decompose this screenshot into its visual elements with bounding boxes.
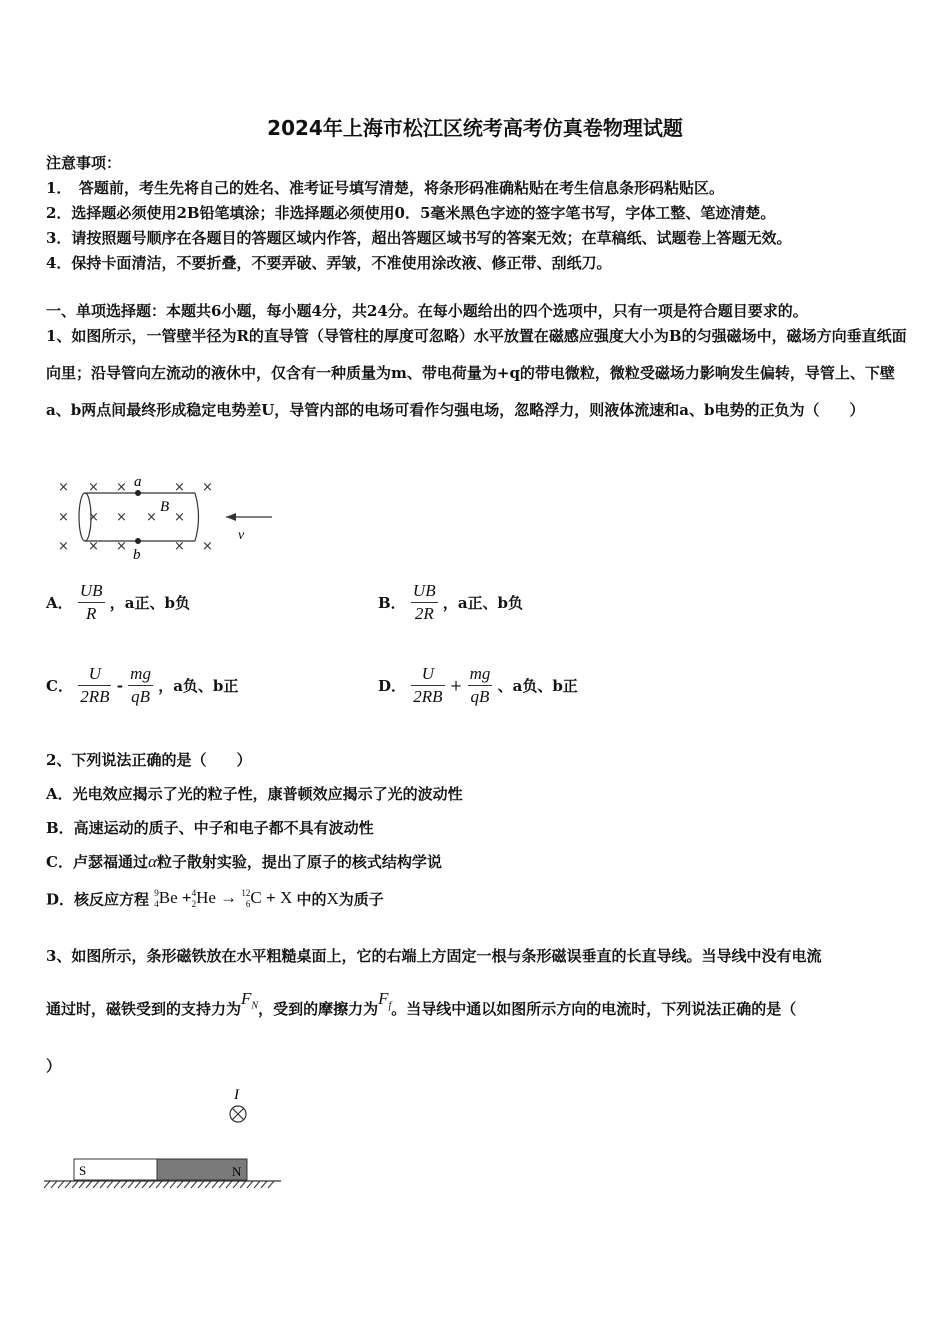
arrow-symbol: → [220, 888, 238, 907]
svg-text:×: × [146, 510, 157, 525]
he-mass-number: 4 [191, 888, 197, 899]
q2-option-a[interactable]: A．光电效应揭示了光的粒子性，康普顿效应揭示了光的波动性 [46, 785, 463, 803]
svg-text:×: × [174, 480, 185, 495]
q1-option-b-label: B． [378, 594, 406, 612]
c-mass-number: 12 [241, 888, 251, 899]
hatch-line [268, 1181, 274, 1188]
q1-c-den2: qB [131, 687, 150, 706]
question-2-text: 2、下列说法正确的是（ ） [46, 751, 252, 769]
q1-option-a[interactable] [46, 580, 190, 625]
table-hatching [44, 1181, 274, 1188]
q1-a-num: UB [78, 580, 105, 603]
plus-sign: + [181, 888, 192, 907]
hatch-line [198, 1181, 204, 1188]
hatch-line [247, 1181, 253, 1188]
q1-c-den1: 2RB [80, 687, 110, 706]
q1-c-num1: U [78, 663, 111, 686]
svg-text:×: × [202, 539, 213, 554]
hatch-line [226, 1181, 232, 1188]
hatch-line [114, 1181, 120, 1188]
fn-symbol: $F_N$ [241, 989, 259, 1012]
q3-line2-c: 。当导线中通以如图所示方向的电流时，下列说法正确的是（ [391, 1000, 797, 1018]
hatch-line [86, 1181, 92, 1188]
q1-option-d-label: D． [378, 677, 407, 695]
plus-sign-2: + [266, 888, 276, 907]
notice-item-3: 3．请按照题号顺序在各题目的答题区域内作答，超出答题区域书写的答案无效；在草稿纸、试题卷上答题无效。 [46, 229, 792, 247]
c-atomic-number: 6 [245, 899, 251, 910]
svg-text:×: × [58, 539, 69, 554]
svg-text:×: × [174, 510, 185, 525]
q1-option-b[interactable] [378, 580, 523, 625]
q1-b-den: 2R [414, 604, 434, 623]
page-title: 2024年上海市松江区统考高考仿真卷物理试题 [267, 116, 683, 140]
current-label: I [234, 1087, 239, 1103]
be-mass-number: 9 [154, 888, 159, 899]
ff-symbol: $F_f$ [378, 989, 392, 1012]
q1-a-den: R [86, 604, 97, 623]
notice-heading: 注意事项： [46, 154, 122, 172]
svg-text:×: × [58, 510, 69, 525]
south-pole-label: S [79, 1163, 87, 1178]
hatch-line [219, 1181, 225, 1188]
svg-text:×: × [88, 510, 99, 525]
hatch-line [51, 1181, 57, 1188]
label-a: a [134, 474, 142, 490]
question-3-line-3: ） [46, 1057, 62, 1075]
hatch-line [240, 1181, 246, 1188]
hatch-line [233, 1181, 239, 1188]
pipe-right-end [195, 493, 199, 541]
question-3-line-1: 3、如图所示，条形磁铁放在水平粗糙桌面上，它的右端上方固定一根与条形磁误垂直的长直导线。当导线中没有电流 [46, 947, 822, 965]
q1-option-b-tail: ，a正、b负 [442, 594, 524, 612]
hatch-line [79, 1181, 85, 1188]
q1-option-d-fraction-2 [468, 663, 493, 708]
alpha-symbol: α [147, 852, 157, 871]
q1-c-num2: mg [128, 663, 153, 686]
hatch-line [156, 1181, 162, 1188]
be-symbol: Be [158, 888, 178, 907]
q3-line2-a: 通过时，磁铁受到的支持力为 [46, 1000, 242, 1018]
hatch-line [170, 1181, 176, 1188]
q2-d-pre: D．核反应方程 [46, 890, 150, 909]
q2-d-post: 为质子 [338, 890, 384, 909]
hatch-line [261, 1181, 267, 1188]
q1-option-d-tail: 、a负、b正 [497, 677, 578, 695]
svg-text:×: × [116, 539, 127, 554]
q1-option-c-fraction-2 [128, 663, 153, 708]
svg-text:×: × [202, 480, 213, 495]
q1-option-a-fraction [78, 580, 105, 625]
svg-text:×: × [88, 539, 99, 554]
question-3-line-2 [46, 989, 797, 1021]
q1-d-den2: qB [470, 687, 490, 706]
he-symbol: He [196, 888, 216, 907]
label-v: v [238, 528, 245, 543]
hatch-line [184, 1181, 190, 1188]
c-symbol: C [250, 888, 262, 907]
notice-item-1: 1． 答题前，考生先将自己的姓名、准考证号填写清楚，将条形码准确粘贴在考生信息条形码粘贴区。 [46, 179, 724, 197]
q1-option-a-label: A． [46, 594, 73, 612]
q2-d-x: X [326, 889, 339, 909]
hatch-line [212, 1181, 218, 1188]
hatch-line [135, 1181, 141, 1188]
q1-d-num2: mg [468, 663, 493, 686]
magnet-wire-figure [44, 1083, 289, 1195]
hatch-line [149, 1181, 155, 1188]
hatch-line [107, 1181, 113, 1188]
point-b-dot [135, 538, 141, 544]
q2-d-mid: 中的 [296, 890, 327, 909]
hatch-line [142, 1181, 148, 1188]
q2-option-d[interactable] [46, 888, 384, 910]
x-symbol: X [279, 888, 293, 907]
q1-option-c-tail: ，a负、b正 [158, 677, 239, 695]
q2-option-b[interactable]: B．高速运动的质子、中子和电子都不具有波动性 [46, 819, 374, 837]
svg-text:×: × [116, 480, 127, 495]
hatch-line [163, 1181, 169, 1188]
field-crosses [58, 480, 213, 554]
hatch-line [65, 1181, 71, 1188]
he-atomic-number: 2 [191, 899, 197, 910]
question-1-text: 1、如图所示，一管壁半径为R的直导管（导管柱的厚度可忽略）水平放置在磁感应强度大小为B的匀强磁场中，磁场方向垂直纸面向里；沿导管向左流动的液休中，仅含有一种质量为m、带电荷量为+q的带电微粒，微粒受磁场力影响发生偏转，导管上、下壁a、b两点间最终形成稳定电势差U，导管内部的电场可看作匀强电场，忽略浮力，则液体流速和a、b电势的正负为（ ） [46, 327, 907, 419]
hatch-line [177, 1181, 183, 1188]
magnet-south-half [74, 1159, 157, 1180]
q2-option-c[interactable] [46, 851, 442, 872]
q1-option-a-tail: ，a正、b负 [109, 594, 190, 612]
q1-d-den1: 2RB [413, 687, 443, 706]
hatch-line [44, 1181, 50, 1188]
be-atomic-number: 4 [154, 899, 159, 910]
svg-text:×: × [58, 480, 69, 495]
svg-text:×: × [174, 539, 185, 554]
q2-c-pre: C．卢瑟福通过 [46, 853, 148, 871]
section-heading: 一、单项选择题：本题共6小题，每小题4分，共24分。在每小题给出的四个选项中，只有一项是符合题目要求的。 [46, 302, 808, 320]
label-b: b [133, 547, 141, 563]
q1-option-c-fraction-1 [78, 663, 111, 708]
hatch-line [58, 1181, 64, 1188]
q2-c-post: 粒子散射实验，提出了原子的核式结构学说 [156, 853, 442, 871]
notice-item-2: 2．选择题必须使用2B铅笔填涂；非选择题必须使用0．5毫米黑色字迹的签字笔书写，字体工整、笔迹清楚。 [46, 204, 776, 222]
q1-d-num1: U [411, 663, 444, 686]
hatch-line [72, 1181, 78, 1188]
hatch-line [205, 1181, 211, 1188]
nuclear-equation [154, 888, 296, 910]
q3-line2-b: ，受到的摩擦力为 [258, 1000, 379, 1018]
q1-c-operator: - [116, 676, 123, 695]
velocity-arrow-head [226, 513, 236, 521]
svg-text:×: × [88, 480, 99, 495]
q1-d-operator: + [449, 676, 463, 695]
q1-b-num: UB [411, 580, 438, 603]
q1-option-b-fraction [411, 580, 438, 625]
hatch-line [128, 1181, 134, 1188]
hatch-line [254, 1181, 260, 1188]
notice-item-4: 4．保持卡面清洁，不要折叠，不要弄破、弄皱，不准使用涂改液、修正带、刮纸刀。 [46, 254, 612, 272]
hatch-line [93, 1181, 99, 1188]
q1-option-d[interactable] [378, 663, 578, 708]
point-a-dot [135, 490, 141, 496]
hatch-line [191, 1181, 197, 1188]
hatch-line [100, 1181, 106, 1188]
svg-text:×: × [116, 510, 127, 525]
north-pole-label: N [232, 1164, 242, 1179]
pipe-magnetic-field-figure [50, 474, 290, 564]
q1-option-d-fraction-1 [411, 663, 444, 708]
q1-option-c-label: C． [46, 677, 73, 695]
label-B: B [160, 499, 170, 515]
hatch-line [121, 1181, 127, 1188]
q1-option-c[interactable] [46, 663, 238, 708]
